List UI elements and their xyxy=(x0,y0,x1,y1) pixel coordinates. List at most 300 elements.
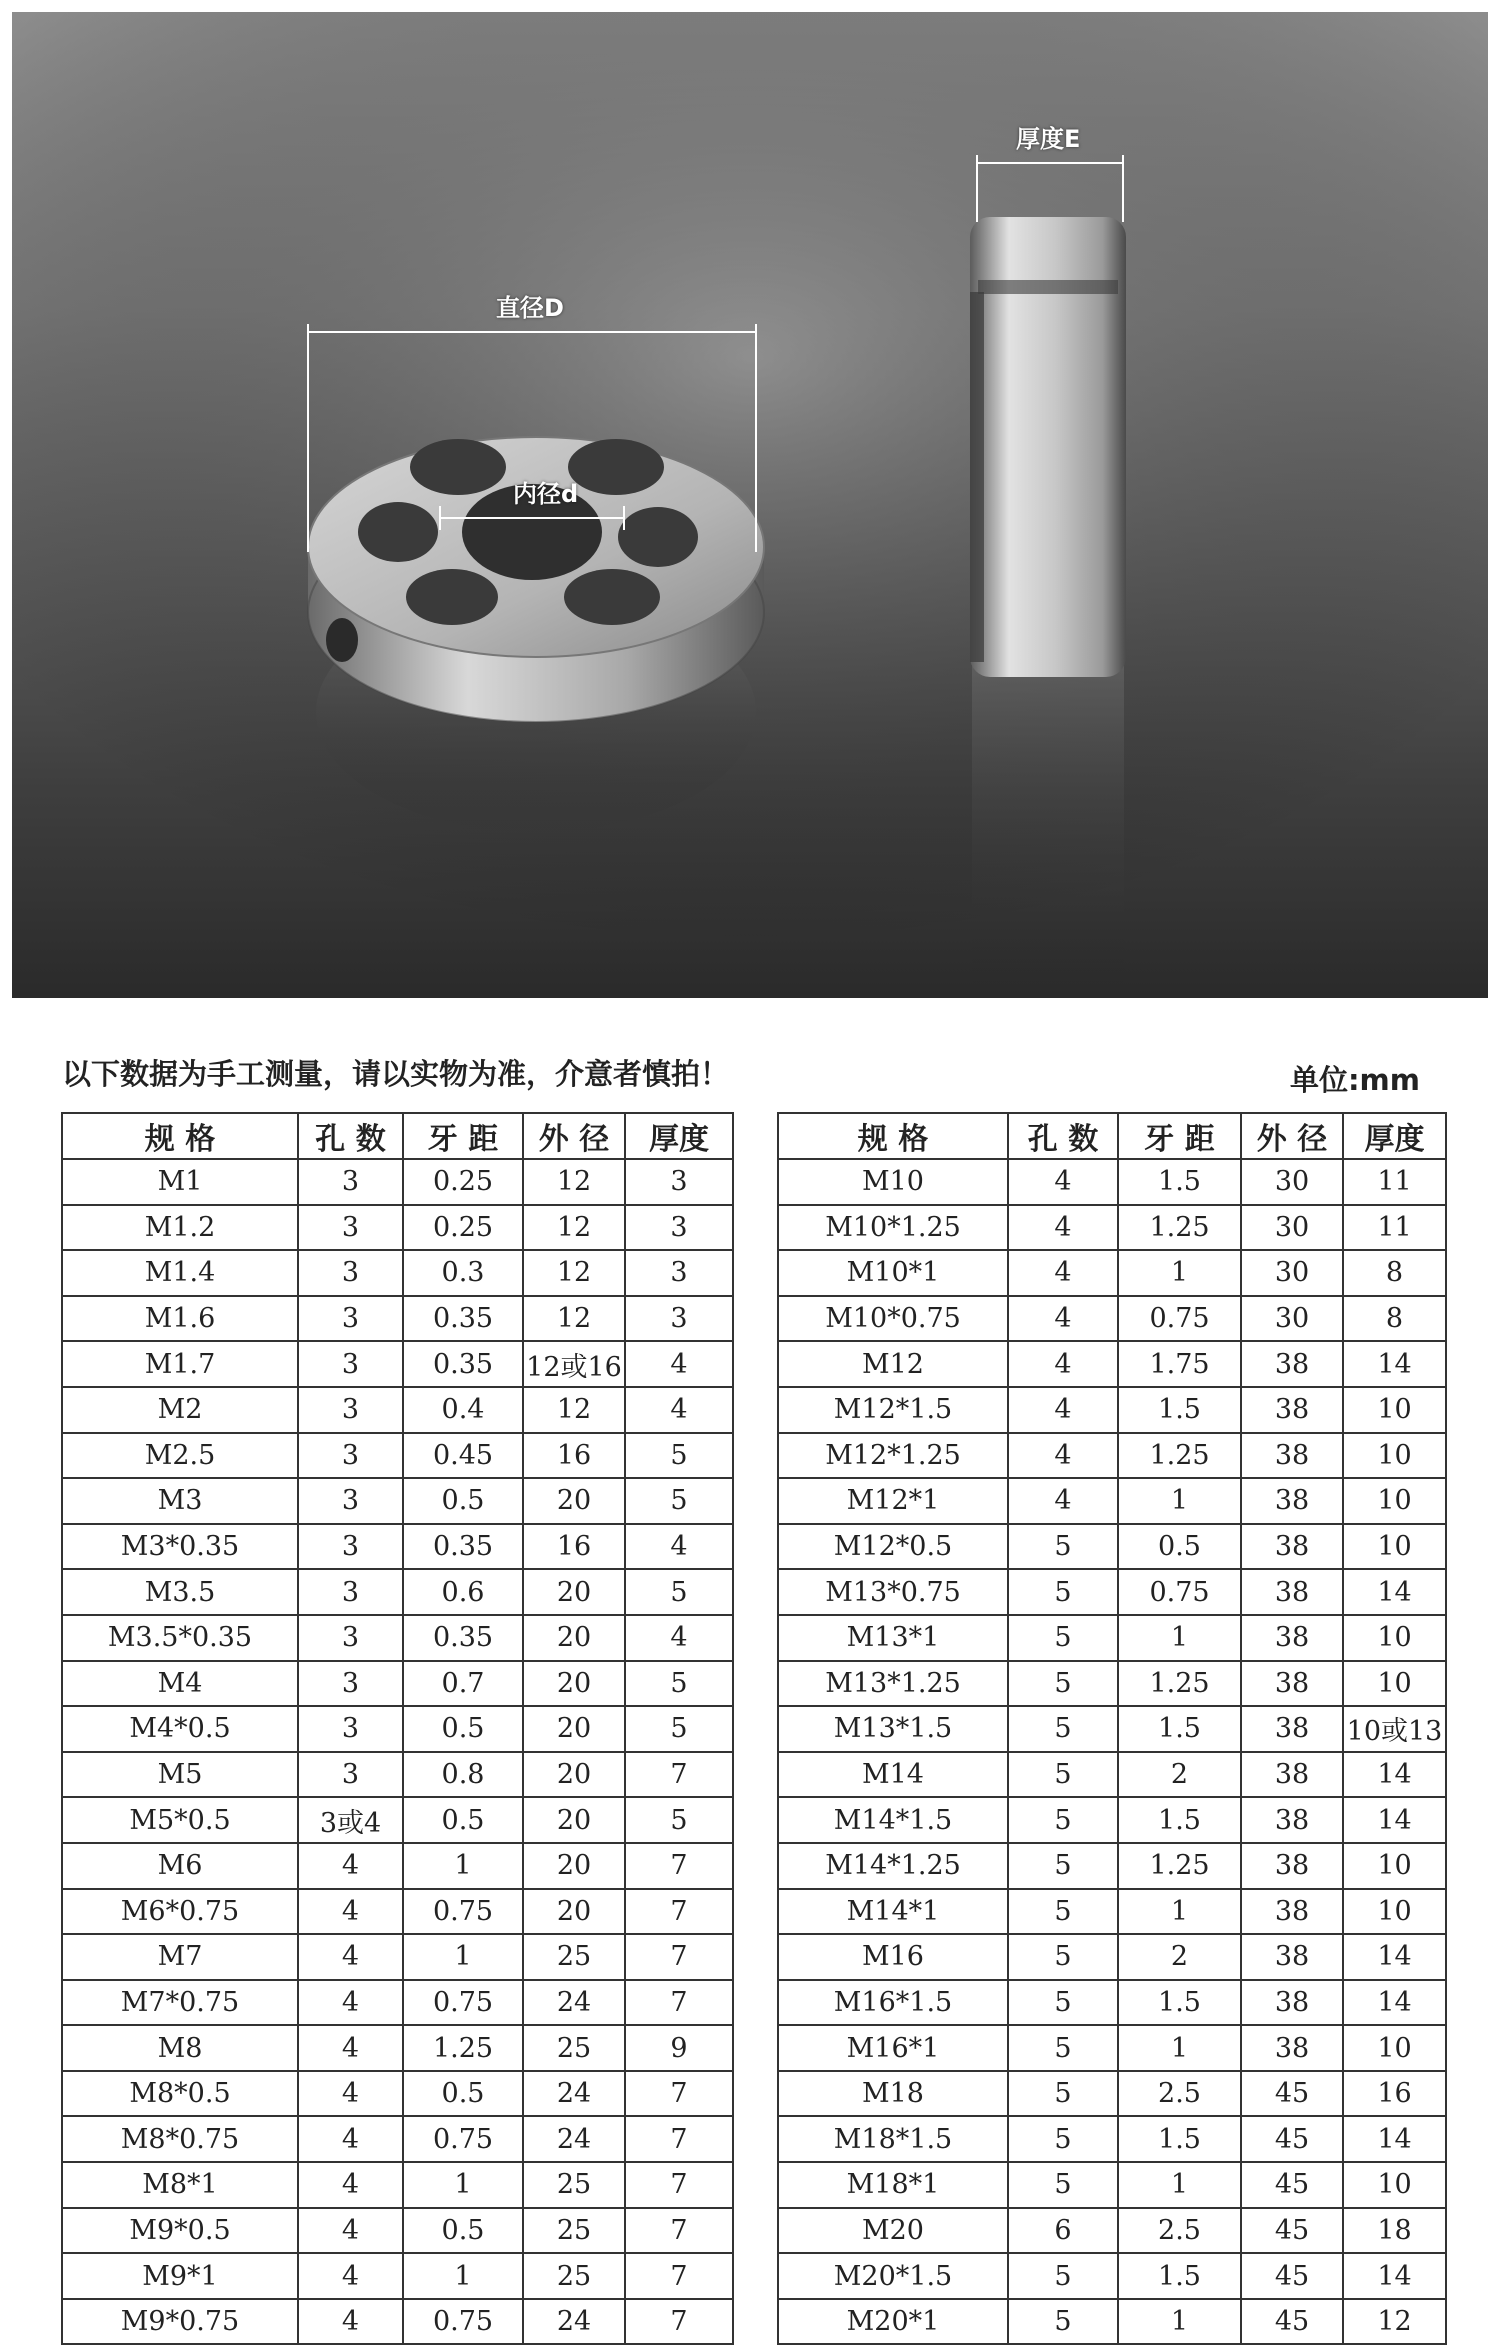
spec-cell: M10*1 xyxy=(778,1250,1008,1296)
header-pitch: 牙 距 xyxy=(403,1113,523,1159)
outer-diameter-cell: 38 xyxy=(1241,1569,1343,1615)
table-row xyxy=(62,2116,733,2162)
thickness-cell: 10 xyxy=(1343,1433,1446,1479)
pitch-cell: 0.75 xyxy=(1118,1569,1241,1615)
table-row xyxy=(62,1387,733,1433)
outer-diameter-cell: 38 xyxy=(1241,1980,1343,2026)
table-row xyxy=(62,1250,733,1296)
pitch-cell: 0.35 xyxy=(403,1615,523,1661)
table-row xyxy=(778,1296,1446,1342)
header-outer-diameter: 外 径 xyxy=(1241,1113,1343,1159)
outer-diameter-cell: 38 xyxy=(1241,1889,1343,1935)
table-row xyxy=(62,1889,733,1935)
thickness-cell: 14 xyxy=(1343,1752,1446,1798)
holes-cell: 4 xyxy=(1008,1205,1118,1251)
pitch-cell: 1.5 xyxy=(1118,1706,1241,1752)
outer-diameter-cell: 24 xyxy=(523,1980,625,2026)
outer-diameter-cell: 12或16 xyxy=(523,1341,625,1387)
pitch-cell: 1.5 xyxy=(1118,1797,1241,1843)
thickness-cell: 14 xyxy=(1343,2116,1446,2162)
table-row xyxy=(62,1433,733,1479)
header-outer-diameter: 外 径 xyxy=(523,1113,625,1159)
thickness-cell: 10 xyxy=(1343,1889,1446,1935)
spec-cell: M1.6 xyxy=(62,1296,298,1342)
outer-diameter-cell: 24 xyxy=(523,2299,625,2345)
pitch-cell: 1 xyxy=(1118,1478,1241,1524)
pitch-cell: 1 xyxy=(403,2162,523,2208)
thickness-cell: 5 xyxy=(625,1569,733,1615)
table-row xyxy=(778,1980,1446,2026)
holes-cell: 3 xyxy=(298,1706,403,1752)
spec-cell: M16 xyxy=(778,1934,1008,1980)
pitch-cell: 0.5 xyxy=(1118,1524,1241,1570)
holes-cell: 4 xyxy=(1008,1341,1118,1387)
table-row xyxy=(778,1250,1446,1296)
pitch-cell: 1.5 xyxy=(1118,1980,1241,2026)
holes-cell: 5 xyxy=(1008,1706,1118,1752)
spec-cell: M1.7 xyxy=(62,1341,298,1387)
outer-diameter-cell: 45 xyxy=(1241,2299,1343,2345)
spec-cell: M1.4 xyxy=(62,1250,298,1296)
pitch-cell: 1 xyxy=(1118,2299,1241,2345)
spec-cell: M3 xyxy=(62,1478,298,1524)
outer-diameter-cell: 45 xyxy=(1241,2071,1343,2117)
table-row xyxy=(778,1752,1446,1798)
die-illustration xyxy=(12,12,1488,998)
pitch-cell: 0.5 xyxy=(403,1706,523,1752)
thickness-cell: 12 xyxy=(1343,2299,1446,2345)
spec-cell: M5*0.5 xyxy=(62,1797,298,1843)
spec-cell: M8*1 xyxy=(62,2162,298,2208)
thickness-cell: 10 xyxy=(1343,1661,1446,1707)
thickness-cell: 3 xyxy=(625,1159,733,1205)
thickness-cell: 4 xyxy=(625,1387,733,1433)
table-row xyxy=(778,1706,1446,1752)
outer-diameter-cell: 16 xyxy=(523,1433,625,1479)
outer-diameter-cell: 12 xyxy=(523,1205,625,1251)
outer-diameter-cell: 20 xyxy=(523,1797,625,1843)
spec-cell: M18*1.5 xyxy=(778,2116,1008,2162)
pitch-cell: 0.6 xyxy=(403,1569,523,1615)
outer-diameter-cell: 38 xyxy=(1241,2025,1343,2071)
thickness-cell: 14 xyxy=(1343,1980,1446,2026)
header-thickness: 厚度 xyxy=(1343,1113,1446,1159)
holes-cell: 4 xyxy=(298,2116,403,2162)
pitch-cell: 0.35 xyxy=(403,1296,523,1342)
pitch-cell: 0.5 xyxy=(403,2208,523,2254)
holes-cell: 4 xyxy=(1008,1387,1118,1433)
table-row xyxy=(62,1706,733,1752)
outer-diameter-cell: 30 xyxy=(1241,1205,1343,1251)
inner-diameter-label: 内径d xyxy=(513,480,579,508)
holes-cell: 3 xyxy=(298,1615,403,1661)
outer-diameter-cell: 38 xyxy=(1241,1387,1343,1433)
table-row xyxy=(62,1159,733,1205)
outer-diameter-cell: 25 xyxy=(523,2208,625,2254)
holes-cell: 3或4 xyxy=(298,1797,403,1843)
table-row xyxy=(778,1159,1446,1205)
outer-diameter-cell: 20 xyxy=(523,1843,625,1889)
thickness-cell: 7 xyxy=(625,2162,733,2208)
holes-cell: 5 xyxy=(1008,1934,1118,1980)
thickness-cell: 7 xyxy=(625,1752,733,1798)
thickness-cell: 10 xyxy=(1343,1843,1446,1889)
pitch-cell: 0.75 xyxy=(403,1889,523,1935)
outer-diameter-cell: 30 xyxy=(1241,1250,1343,1296)
thickness-cell: 7 xyxy=(625,1980,733,2026)
table-row xyxy=(778,1341,1446,1387)
pitch-cell: 0.5 xyxy=(403,1797,523,1843)
spec-cell: M12 xyxy=(778,1341,1008,1387)
pitch-cell: 1.5 xyxy=(1118,1387,1241,1433)
table-row xyxy=(62,1661,733,1707)
thickness-cell: 14 xyxy=(1343,1569,1446,1615)
thickness-cell: 8 xyxy=(1343,1296,1446,1342)
holes-cell: 3 xyxy=(298,1250,403,1296)
outer-diameter-cell: 12 xyxy=(523,1387,625,1433)
diameter-label: 直径D xyxy=(496,294,564,322)
thickness-cell: 7 xyxy=(625,2253,733,2299)
thickness-label: 厚度E xyxy=(1016,125,1081,153)
spec-cell: M12*0.5 xyxy=(778,1524,1008,1570)
header-holes: 孔 数 xyxy=(1008,1113,1118,1159)
spec-cell: M16*1 xyxy=(778,2025,1008,2071)
holes-cell: 3 xyxy=(298,1341,403,1387)
spec-cell: M14 xyxy=(778,1752,1008,1798)
spec-cell: M12*1.5 xyxy=(778,1387,1008,1433)
outer-diameter-cell: 20 xyxy=(523,1615,625,1661)
holes-cell: 3 xyxy=(298,1296,403,1342)
table-row xyxy=(778,2253,1446,2299)
thickness-cell: 7 xyxy=(625,1934,733,1980)
table-row xyxy=(62,1934,733,1980)
spec-cell: M9*0.75 xyxy=(62,2299,298,2345)
thickness-cell: 10 xyxy=(1343,1387,1446,1433)
thickness-cell: 4 xyxy=(625,1615,733,1661)
spec-cell: M8 xyxy=(62,2025,298,2071)
pitch-cell: 1.25 xyxy=(1118,1661,1241,1707)
holes-cell: 4 xyxy=(298,2299,403,2345)
spec-cell: M18 xyxy=(778,2071,1008,2117)
pitch-cell: 0.4 xyxy=(403,1387,523,1433)
spec-cell: M20*1 xyxy=(778,2299,1008,2345)
table-row xyxy=(62,1205,733,1251)
holes-cell: 5 xyxy=(1008,2253,1118,2299)
thickness-cell: 10 xyxy=(1343,1615,1446,1661)
spec-cell: M12*1.25 xyxy=(778,1433,1008,1479)
holes-cell: 5 xyxy=(1008,1569,1118,1615)
spec-cell: M14*1 xyxy=(778,1889,1008,1935)
spec-cell: M3.5 xyxy=(62,1569,298,1615)
table-row xyxy=(778,1615,1446,1661)
thickness-cell: 7 xyxy=(625,2116,733,2162)
outer-diameter-cell: 24 xyxy=(523,2116,625,2162)
spec-cell: M1 xyxy=(62,1159,298,1205)
table-row xyxy=(62,1980,733,2026)
outer-diameter-cell: 38 xyxy=(1241,1615,1343,1661)
outer-diameter-cell: 12 xyxy=(523,1296,625,1342)
table-row xyxy=(62,2208,733,2254)
table-row xyxy=(778,1843,1446,1889)
spec-cell: M10*0.75 xyxy=(778,1296,1008,1342)
thickness-cell: 14 xyxy=(1343,2253,1446,2299)
unit-label: 单位:mm xyxy=(1289,1063,1420,1097)
spec-cell: M12*1 xyxy=(778,1478,1008,1524)
pitch-cell: 2.5 xyxy=(1118,2071,1241,2117)
outer-diameter-cell: 20 xyxy=(523,1889,625,1935)
pitch-cell: 0.35 xyxy=(403,1341,523,1387)
disclaimer-note: 以下数据为手工测量，请以实物为准，介意者慎拍！ xyxy=(62,1057,730,1091)
header-thickness: 厚度 xyxy=(625,1113,733,1159)
pitch-cell: 1.5 xyxy=(1118,2116,1241,2162)
holes-cell: 5 xyxy=(1008,1889,1118,1935)
spec-cell: M10*1.25 xyxy=(778,1205,1008,1251)
table-row xyxy=(62,1478,733,1524)
outer-diameter-cell: 38 xyxy=(1241,1706,1343,1752)
holes-cell: 5 xyxy=(1008,1980,1118,2026)
outer-diameter-cell: 38 xyxy=(1241,1843,1343,1889)
holes-cell: 4 xyxy=(298,2208,403,2254)
spec-cell: M8*0.5 xyxy=(62,2071,298,2117)
spec-cell: M13*1 xyxy=(778,1615,1008,1661)
pitch-cell: 0.8 xyxy=(403,1752,523,1798)
thickness-cell: 14 xyxy=(1343,1797,1446,1843)
table-row xyxy=(778,1433,1446,1479)
table-row xyxy=(778,1387,1446,1433)
holes-cell: 5 xyxy=(1008,2116,1118,2162)
thickness-cell: 3 xyxy=(625,1296,733,1342)
pitch-cell: 1.25 xyxy=(1118,1205,1241,1251)
thickness-cell: 18 xyxy=(1343,2208,1446,2254)
thickness-cell: 11 xyxy=(1343,1159,1446,1205)
spec-cell: M8*0.75 xyxy=(62,2116,298,2162)
holes-cell: 4 xyxy=(298,2253,403,2299)
spec-cell: M3*0.35 xyxy=(62,1524,298,1570)
outer-diameter-cell: 30 xyxy=(1241,1159,1343,1205)
pitch-cell: 0.35 xyxy=(403,1524,523,1570)
pitch-cell: 1.25 xyxy=(1118,1433,1241,1479)
pitch-cell: 0.75 xyxy=(403,2299,523,2345)
thickness-cell: 16 xyxy=(1343,2071,1446,2117)
pitch-cell: 0.25 xyxy=(403,1159,523,1205)
table-row xyxy=(62,1296,733,1342)
pitch-cell: 1.25 xyxy=(1118,1843,1241,1889)
table-row xyxy=(62,2025,733,2071)
pitch-cell: 1.75 xyxy=(1118,1341,1241,1387)
holes-cell: 5 xyxy=(1008,1752,1118,1798)
header-holes: 孔 数 xyxy=(298,1113,403,1159)
thickness-cell: 7 xyxy=(625,1843,733,1889)
table-row xyxy=(778,1569,1446,1615)
table-row xyxy=(778,2025,1446,2071)
outer-diameter-cell: 45 xyxy=(1241,2208,1343,2254)
holes-cell: 4 xyxy=(1008,1433,1118,1479)
table-row xyxy=(778,1205,1446,1251)
spec-table-right xyxy=(777,1112,1447,2345)
outer-diameter-cell: 16 xyxy=(523,1524,625,1570)
pitch-cell: 1.5 xyxy=(1118,2253,1241,2299)
pitch-cell: 1 xyxy=(1118,1250,1241,1296)
outer-diameter-cell: 38 xyxy=(1241,1524,1343,1570)
holes-cell: 3 xyxy=(298,1478,403,1524)
table-row xyxy=(778,1524,1446,1570)
thickness-cell: 3 xyxy=(625,1205,733,1251)
outer-diameter-cell: 25 xyxy=(523,2162,625,2208)
holes-cell: 3 xyxy=(298,1433,403,1479)
spec-cell: M20*1.5 xyxy=(778,2253,1008,2299)
thickness-cell: 4 xyxy=(625,1524,733,1570)
table-row xyxy=(62,1524,733,1570)
holes-cell: 3 xyxy=(298,1205,403,1251)
pitch-cell: 0.25 xyxy=(403,1205,523,1251)
thickness-cell: 10 xyxy=(1343,2162,1446,2208)
pitch-cell: 1 xyxy=(403,2253,523,2299)
holes-cell: 4 xyxy=(298,1934,403,1980)
spec-cell: M1.2 xyxy=(62,1205,298,1251)
outer-diameter-cell: 20 xyxy=(523,1478,625,1524)
outer-diameter-cell: 38 xyxy=(1241,1478,1343,1524)
holes-cell: 5 xyxy=(1008,2025,1118,2071)
table-row xyxy=(778,2162,1446,2208)
outer-diameter-cell: 45 xyxy=(1241,2253,1343,2299)
spec-cell: M2 xyxy=(62,1387,298,1433)
spec-cell: M7 xyxy=(62,1934,298,1980)
pitch-cell: 0.75 xyxy=(1118,1296,1241,1342)
thickness-cell: 4 xyxy=(625,1341,733,1387)
table-row xyxy=(62,1615,733,1661)
header-spec: 规 格 xyxy=(62,1113,298,1159)
pitch-cell: 0.3 xyxy=(403,1250,523,1296)
outer-diameter-cell: 20 xyxy=(523,1752,625,1798)
pitch-cell: 0.7 xyxy=(403,1661,523,1707)
header-spec: 规 格 xyxy=(778,1113,1008,1159)
outer-diameter-cell: 20 xyxy=(523,1569,625,1615)
thickness-cell: 7 xyxy=(625,2071,733,2117)
pitch-cell: 0.5 xyxy=(403,2071,523,2117)
spec-table-right-body xyxy=(778,1159,1446,2344)
table-header-row xyxy=(62,1113,733,1159)
holes-cell: 4 xyxy=(298,1889,403,1935)
holes-cell: 5 xyxy=(1008,2299,1118,2345)
outer-diameter-cell: 38 xyxy=(1241,1752,1343,1798)
holes-cell: 3 xyxy=(298,1524,403,1570)
holes-cell: 4 xyxy=(1008,1250,1118,1296)
spec-cell: M14*1.5 xyxy=(778,1797,1008,1843)
spec-cell: M10 xyxy=(778,1159,1008,1205)
table-row xyxy=(62,2253,733,2299)
spec-cell: M13*0.75 xyxy=(778,1569,1008,1615)
outer-diameter-cell: 38 xyxy=(1241,1934,1343,1980)
spec-cell: M13*1.5 xyxy=(778,1706,1008,1752)
holes-cell: 5 xyxy=(1008,1797,1118,1843)
thickness-cell: 9 xyxy=(625,2025,733,2071)
pitch-cell: 2 xyxy=(1118,1934,1241,1980)
pitch-cell: 2.5 xyxy=(1118,2208,1241,2254)
thickness-cell: 7 xyxy=(625,2299,733,2345)
thickness-cell: 7 xyxy=(625,1889,733,1935)
holes-cell: 4 xyxy=(298,1980,403,2026)
spec-cell: M18*1 xyxy=(778,2162,1008,2208)
side-hole xyxy=(326,618,358,662)
pitch-cell: 0.45 xyxy=(403,1433,523,1479)
spec-cell: M14*1.25 xyxy=(778,1843,1008,1889)
table-row xyxy=(778,1797,1446,1843)
pitch-cell: 1 xyxy=(403,1934,523,1980)
table-row xyxy=(778,1934,1446,1980)
outer-diameter-cell: 25 xyxy=(523,2253,625,2299)
pitch-cell: 1 xyxy=(1118,1615,1241,1661)
thickness-cell: 5 xyxy=(625,1797,733,1843)
thickness-cell: 14 xyxy=(1343,1341,1446,1387)
table-row xyxy=(62,1569,733,1615)
table-row xyxy=(778,1889,1446,1935)
spec-cell: M20 xyxy=(778,2208,1008,2254)
spec-cell: M4 xyxy=(62,1661,298,1707)
holes-cell: 4 xyxy=(298,2025,403,2071)
pitch-cell: 1 xyxy=(1118,2025,1241,2071)
pitch-cell: 1 xyxy=(1118,1889,1241,1935)
pitch-cell: 1 xyxy=(1118,2162,1241,2208)
spec-cell: M9*1 xyxy=(62,2253,298,2299)
table-header-row xyxy=(778,1113,1446,1159)
table-row xyxy=(62,1752,733,1798)
outer-diameter-cell: 38 xyxy=(1241,1661,1343,1707)
pitch-cell: 0.75 xyxy=(403,2116,523,2162)
holes-cell: 4 xyxy=(298,1843,403,1889)
holes-cell: 4 xyxy=(1008,1296,1118,1342)
spec-cell: M13*1.25 xyxy=(778,1661,1008,1707)
thickness-cell: 14 xyxy=(1343,1934,1446,1980)
outer-diameter-cell: 25 xyxy=(523,1934,625,1980)
holes-cell: 5 xyxy=(1008,1661,1118,1707)
thickness-cell: 5 xyxy=(625,1661,733,1707)
thickness-cell: 10 xyxy=(1343,1478,1446,1524)
pitch-cell: 0.75 xyxy=(403,1980,523,2026)
outer-diameter-cell: 20 xyxy=(523,1661,625,1707)
holes-cell: 5 xyxy=(1008,2162,1118,2208)
spec-cell: M16*1.5 xyxy=(778,1980,1008,2026)
thickness-cell: 10 xyxy=(1343,1524,1446,1570)
thickness-cell: 11 xyxy=(1343,1205,1446,1251)
outer-diameter-cell: 20 xyxy=(523,1706,625,1752)
pitch-cell: 1 xyxy=(403,1843,523,1889)
holes-cell: 5 xyxy=(1008,1843,1118,1889)
holes-cell: 5 xyxy=(1008,1615,1118,1661)
thickness-cell: 8 xyxy=(1343,1250,1446,1296)
thickness-cell: 10或13 xyxy=(1343,1706,1446,1752)
spec-cell: M7*0.75 xyxy=(62,1980,298,2026)
table-row xyxy=(778,1478,1446,1524)
table-row xyxy=(62,1843,733,1889)
spec-cell: M4*0.5 xyxy=(62,1706,298,1752)
holes-cell: 4 xyxy=(1008,1159,1118,1205)
thickness-cell: 5 xyxy=(625,1706,733,1752)
table-row xyxy=(778,2208,1446,2254)
outer-diameter-cell: 45 xyxy=(1241,2162,1343,2208)
thickness-cell: 5 xyxy=(625,1433,733,1479)
holes-cell: 6 xyxy=(1008,2208,1118,2254)
pitch-cell: 0.5 xyxy=(403,1478,523,1524)
thickness-cell: 10 xyxy=(1343,2025,1446,2071)
holes-cell: 3 xyxy=(298,1159,403,1205)
outer-diameter-cell: 25 xyxy=(523,2025,625,2071)
spec-cell: M6 xyxy=(62,1843,298,1889)
holes-cell: 3 xyxy=(298,1387,403,1433)
outer-diameter-cell: 38 xyxy=(1241,1341,1343,1387)
spec-cell: M5 xyxy=(62,1752,298,1798)
holes-cell: 5 xyxy=(1008,2071,1118,2117)
thickness-cell: 7 xyxy=(625,2208,733,2254)
